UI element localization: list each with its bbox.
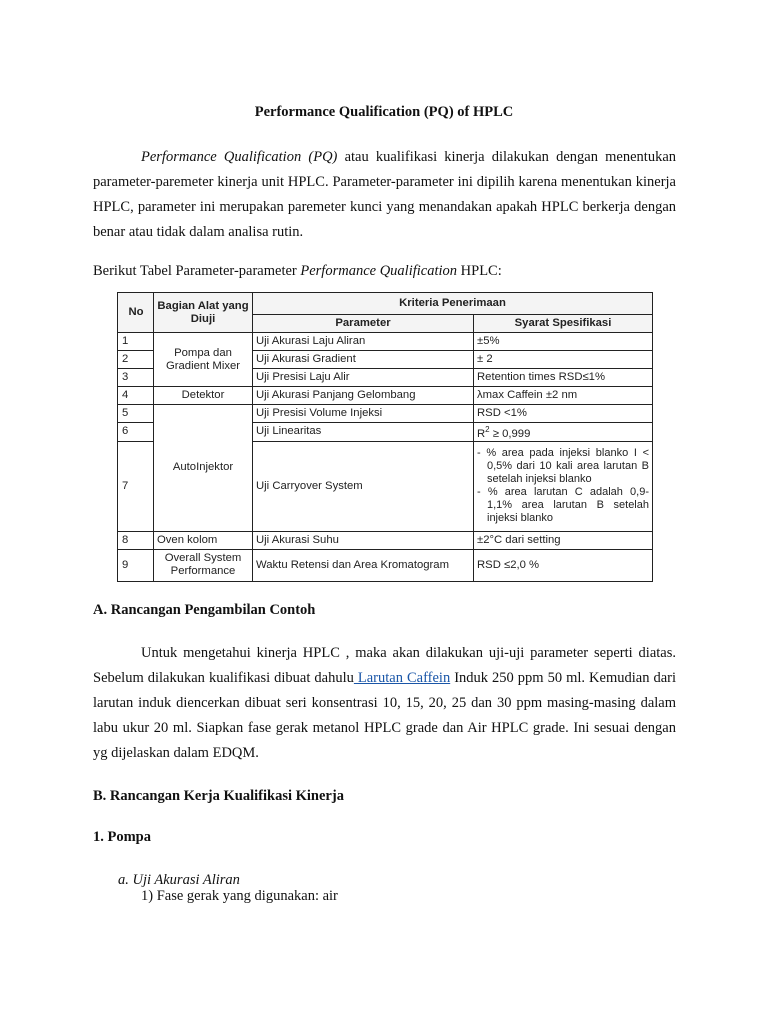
table-intro-italic: Performance Qualification (300, 263, 458, 279)
row-syarat: Retention times RSD≤1% (474, 369, 653, 387)
pq-term: Performance Qualification (PQ) (141, 149, 338, 165)
group-autoinjektor: AutoInjektor (154, 405, 253, 532)
row-syarat (474, 441, 653, 531)
row-no: 2 (118, 351, 154, 369)
page-title: Performance Qualification (PQ) of HPLC (254, 104, 514, 120)
intro-paragraph-text: atau kualifikasi kinerja dilakukan dengan menentukan parameter-paremeter kinerja unit HPLC. Parameter-parameter ini dipilih karena menentukan kinerja HPLC, parameter ini merupakan paremeter kunci yang menandakan apakah HPLC berkerja dengan benar atau tidak dalam analisa rutin. (93, 149, 677, 240)
row-no: 6 (118, 423, 154, 442)
intro-paragraph (93, 145, 676, 245)
row-no: 1 (118, 333, 154, 351)
table-row (118, 549, 653, 581)
table-row (118, 333, 653, 351)
section-a-paragraph (93, 641, 676, 766)
r-squared-exponent: 2 (485, 425, 490, 434)
row-parameter: Uji Presisi Volume Injeksi (253, 405, 474, 423)
larutan-caffein-link[interactable]: Larutan Caffein (353, 670, 451, 686)
row-no: 7 (118, 441, 154, 531)
row-parameter: Uji Presisi Laju Alir (253, 369, 474, 387)
row-syarat: ±5% (474, 333, 653, 351)
carryover-criterion-2: - % area larutan C adalah 0,9-1,1% area larutan B setelah injeksi blanko (477, 486, 649, 525)
row-no: 4 (118, 387, 154, 405)
row-no: 5 (118, 405, 154, 423)
row-parameter: Uji Akurasi Panjang Gelombang (253, 387, 474, 405)
row-no: 9 (118, 549, 154, 581)
section-b-heading: B. Rancangan Kerja Kualifikasi Kinerja (93, 788, 344, 804)
row-parameter: Uji Akurasi Suhu (253, 531, 474, 549)
table-intro (93, 263, 502, 280)
group-detektor: Detektor (154, 387, 253, 405)
table-row (118, 387, 653, 405)
sub-item-a: a. Uji Akurasi Aliran (118, 872, 240, 888)
carryover-criterion-1: - % area pada injeksi blanko I < 0,5% dari 10 kali area larutan B setelah injeksi blanko (477, 447, 649, 486)
row-syarat: ±2°C dari setting (474, 531, 653, 549)
header-syarat: Syarat Spesifikasi (474, 315, 653, 333)
row-parameter: Uji Akurasi Gradient (253, 351, 474, 369)
pq-parameter-table (117, 292, 653, 582)
header-kriteria: Kriteria Penerimaan (253, 293, 653, 315)
header-parameter: Parameter (253, 315, 474, 333)
group-oven: Oven kolom (154, 531, 253, 549)
section-a-heading: A. Rancangan Pengambilan Contoh (93, 602, 316, 618)
row-syarat: RSD <1% (474, 405, 653, 423)
table-row (118, 531, 653, 549)
row-parameter: Uji Akurasi Laju Aliran (253, 333, 474, 351)
row-no: 3 (118, 369, 154, 387)
section-a-text-pre: Untuk mengetahui kinerja HPLC , maka akan dilakukan uji-uji parameter seperti diatas. Sebelum dilakukan kualifikasi dibuat dahulu (93, 645, 676, 686)
row-parameter: Waktu Retensi dan Area Kromatogram (253, 549, 474, 581)
group-pompa: Pompa dan Gradient Mixer (154, 333, 253, 387)
row-syarat: ± 2 (474, 351, 653, 369)
header-no: No (118, 293, 154, 333)
row-no: 8 (118, 531, 154, 549)
r-squared-value: ≥ 0,999 (489, 427, 531, 440)
header-bagian: Bagian Alat yang Diuji (154, 293, 253, 333)
row-syarat (474, 423, 653, 442)
row-syarat: λmax Caffein ±2 nm (474, 387, 653, 405)
table-intro-pre: Berikut Tabel Parameter-parameter (93, 263, 301, 279)
table-intro-post: HPLC: (457, 263, 502, 279)
group-overall: Overall System Performance (154, 549, 253, 581)
table-row (118, 405, 653, 423)
row-parameter: Uji Carryover System (253, 441, 474, 531)
sub-item-a1: 1) Fase gerak yang digunakan: air (141, 888, 338, 904)
section-a-text-post: Induk 250 ppm 50 ml. Kemudian dari larutan induk diencerkan dibuat seri konsentrasi 10, 15, 20, 25 dan 30 ppm masing-masing dalam labu ukur 20 ml. Siapkan fase gerak metanol HPLC grade dan Air HPLC grade. Ini sesuai dengan yg dijelaskan dalam EDQM. (93, 670, 676, 761)
row-syarat: RSD ≤2,0 % (474, 549, 653, 581)
item-1-heading: 1. Pompa (93, 829, 151, 845)
r-squared-label: R (477, 427, 486, 440)
row-parameter: Uji Linearitas (253, 423, 474, 442)
